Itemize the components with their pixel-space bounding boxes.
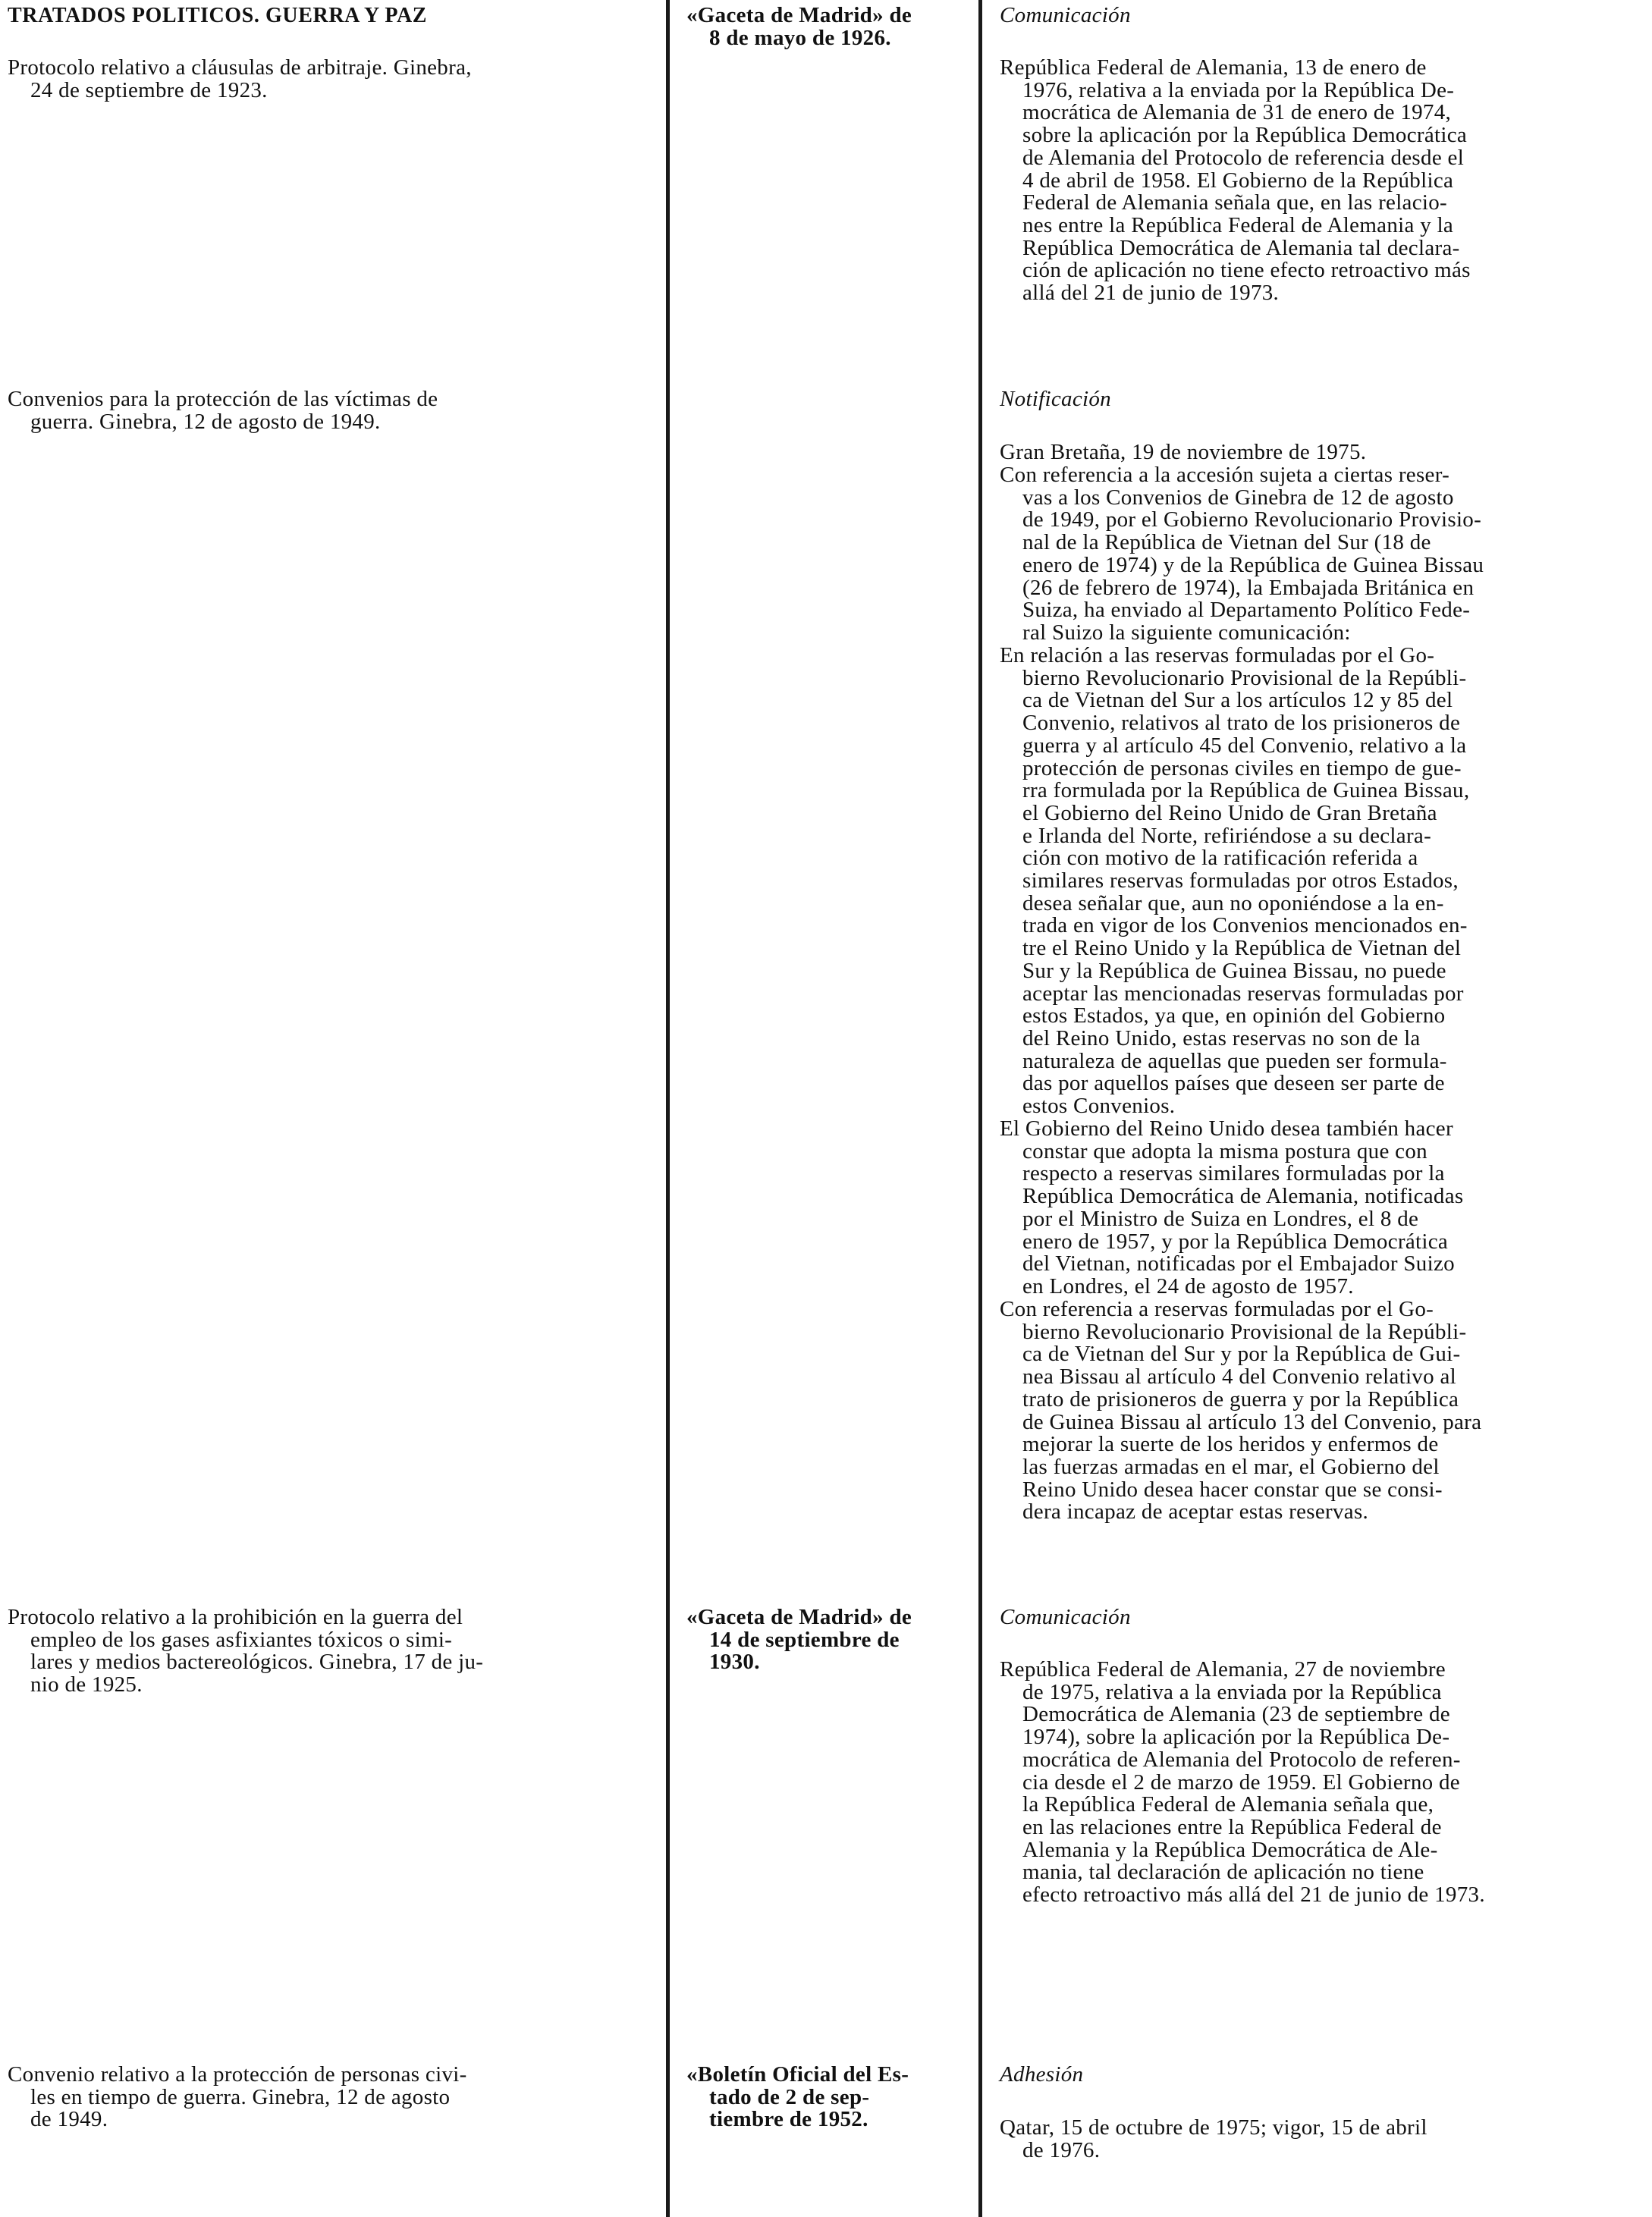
gazette-reference: «Gaceta de Madrid» de 14 de septiembre de 1930. (686, 1605, 912, 1675)
section-title: TRATADOS POLITICOS. GUERRA Y PAZ (8, 4, 428, 27)
action-type: Comunicación (1000, 1605, 1131, 1629)
action-type: Comunicación (1000, 3, 1131, 27)
column-divider-left (666, 0, 670, 2217)
action-paragraph: Con referencia a la accesión sujeta a ciertas reser- vas a los Convenios de Ginebra de 12 de agosto de 1949, por el Gobierno Revolucionario Provisio- nal de la República de Vietnan del Sur (18 de enero de 1974) y de la República de Guinea Bissau (26 de febrero de 1974), la Embajada Británica en Suiza, ha enviado al Departamento Político Fede- ral Suizo la siguiente comunicación: (1000, 463, 1484, 645)
treaty-title: Convenios para la protección de las víctimas de guerra. Ginebra, 12 de agosto de 1949. (8, 387, 438, 434)
action-paragraph: República Federal de Alemania, 27 de noviembre de 1975, relativa a la enviada por la República Democrática de Alemania (23 de septiembre de 1974), sobre la aplicación por la República De- mocrática de Alemania del Protocolo de referen- cia desde el 2 de marzo de 1959. El Gobierno de la República Federal de Alemania señala que, en las relaciones entre la República Federal de Alemania y la República Democrática de Ale- mania, tal declaración de aplicación no tiene efecto retroactivo más allá del 21 de junio de 1973. (1000, 1657, 1485, 1908)
action-paragraph: El Gobierno del Reino Unido desea también hacer constar que adopta la misma postura que con respecto a reservas similares formuladas por la República Democrática de Alemania, notificadas por el Ministro de Suiza en Londres, el 8 de enero de 1957, y por la República Democrática del Vietnan, notificadas por el Embajador Suizo en Londres, el 24 de agosto de 1957. (1000, 1116, 1464, 1298)
action-type: Adhesión (1000, 2062, 1084, 2087)
action-paragraph: Gran Bretaña, 19 de noviembre de 1975. (1000, 440, 1367, 464)
action-type: Notificación (1000, 387, 1111, 411)
treaty-title: Protocolo relativo a cláusulas de arbitraje. Ginebra, 24 de septiembre de 1923. (8, 55, 472, 102)
treaty-title: Protocolo relativo a la prohibición en la guerra del empleo de los gases asfixiantes tóxicos o simi- lares y medios bactereológicos. Ginebra, 17 de ju- nio de 1925. (8, 1605, 484, 1697)
action-paragraph: República Federal de Alemania, 13 de enero de 1976, relativa a la enviada por la República De- mocrática de Alemania de 31 de enero de 1974, sobre la aplicación por la República Democrática de Alemania del Protocolo de referencia desde el 4 de abril de 1958. El Gobierno de la República Federal de Alemania señala que, en las relacio- nes entre la República Federal de Alemania y la República Democrática de Alemania tal declara- ción de aplicación no tiene efecto retroactivo más allá del 21 de junio de 1973. (1000, 55, 1471, 306)
gazette-reference: «Boletín Oficial del Es- tado de 2 de sep- tiembre de 1952. (686, 2062, 909, 2132)
gazette-reference: «Gaceta de Madrid» de 8 de mayo de 1926. (686, 3, 912, 50)
action-paragraph: Qatar, 15 de octubre de 1975; vigor, 15 de abril de 1976. (1000, 2115, 1427, 2162)
action-paragraph: Con referencia a reservas formuladas por el Go- bierno Revolucionario Provisional de la Repúbli- ca de Vietnan del Sur y por la República de Gui- nea Bissau al artículo 4 del Convenio relativo al trato de prisioneros de guerra y por la República de Guinea Bissau al artículo 13 del Convenio, para mejorar la suerte de los heridos y enfermos de las fuerzas armadas en el mar, el Gobierno del Reino Unido desea hacer constar que se consi- dera incapaz de aceptar estas reservas. (1000, 1297, 1482, 1525)
column-divider-right (978, 0, 982, 2217)
treaty-title: Convenio relativo a la protección de personas civi- les en tiempo de guerra. Ginebra, 12 de agosto de 1949. (8, 2062, 467, 2132)
action-paragraph: En relación a las reservas formuladas por el Go- bierno Revolucionario Provisional de la Repúbli- ca de Vietnan del Sur a los artículos 12 y 85 del Convenio, relativos al trato de los prisioneros de guerra y al artículo 45 del Convenio, relativo a la protección de personas civiles en tiempo de gue- rra formulada por la República de Guinea Bissau, el Gobierno del Reino Unido de Gran Bretaña e Irlanda del Norte, refiriéndose a su declara- ción con motivo de la ratificación referida a similares reservas formuladas por otros Estados, desea señalar que, aun no oponiéndose a la en- trada en vigor de los Convenios mencionados en- tre el Reino Unido y la República de Vietnan del Sur y la República de Guinea Bissau, no puede aceptar las mencionadas reservas formuladas por estos Estados, ya que, en opinión del Gobierno del Reino Unido, estas reservas no son de la naturaleza de aquellas que pueden ser formula- das por aquellos países que deseen ser parte de estos Convenios. (1000, 643, 1470, 1119)
